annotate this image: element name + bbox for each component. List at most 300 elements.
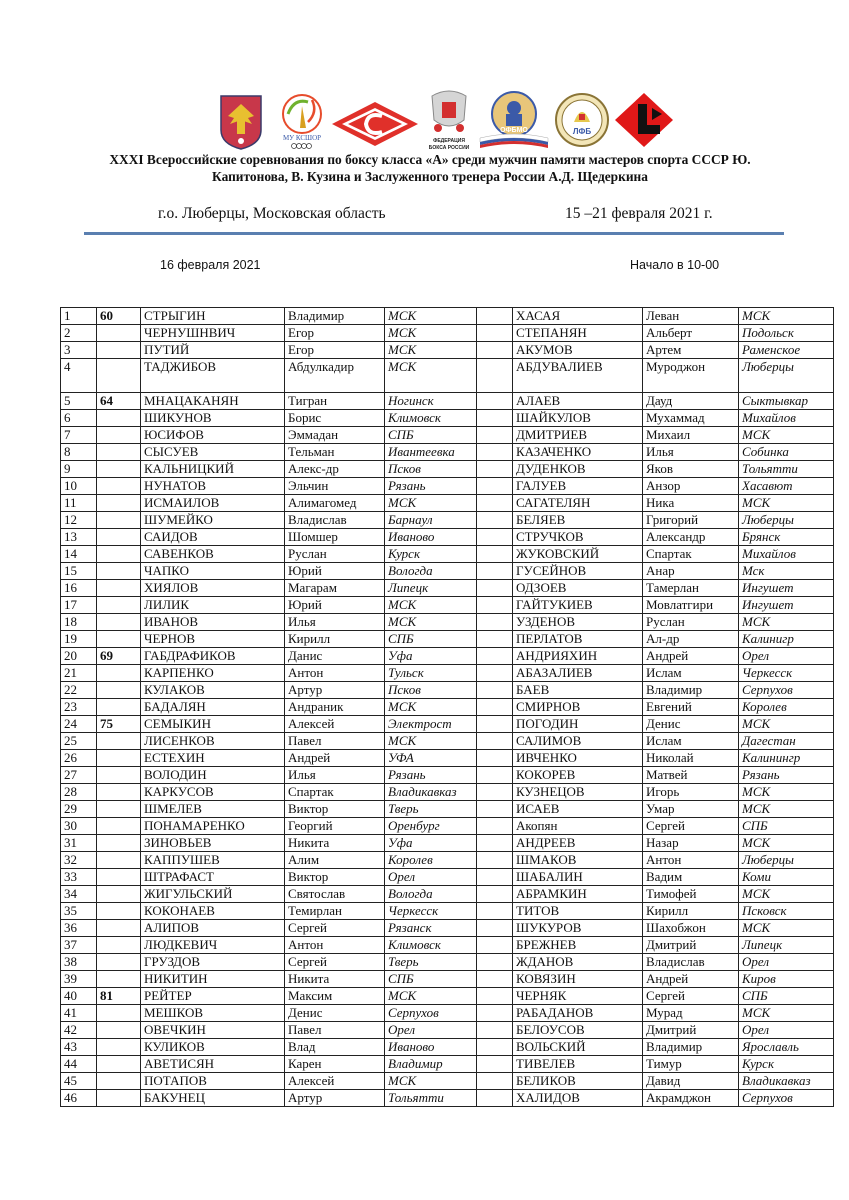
red-corner-last-name: НИКИТИН [141,971,285,988]
svg-text:ОФБМО: ОФБМО [500,127,528,134]
spacer-cell [477,835,513,852]
red-corner-last-name: КОКОНАЕВ [141,903,285,920]
spacer-cell [477,359,513,393]
blue-corner-city: Коми [739,869,834,886]
red-corner-first-name: Андраник [285,699,385,716]
lyubertsy-coat-of-arms-logo [218,94,264,150]
bout-row [61,818,834,835]
red-corner-city: Тверь [385,801,477,818]
bout-row [61,444,834,461]
weight-category [97,835,141,852]
weight-category [97,699,141,716]
red-corner-last-name: ГАБДРАФИКОВ [141,648,285,665]
mu-ksshor-logo [278,92,326,150]
blue-corner-last-name: ГАЙТУКИЕВ [513,597,643,614]
blue-corner-city: Раменское [739,342,834,359]
red-corner-last-name: ЗИНОВЬЕВ [141,835,285,852]
event-dates: 15 –21 февраля 2021 г. [565,205,713,222]
bout-row [61,920,834,937]
blue-corner-first-name: Тимур [643,1056,739,1073]
weight-category: 60 [97,308,141,325]
bout-row [61,886,834,903]
weight-category [97,325,141,342]
weight-category [97,444,141,461]
red-corner-city: Тверь [385,954,477,971]
red-corner-city: Липецк [385,580,477,597]
red-corner-city: УФА [385,750,477,767]
spacer-cell [477,767,513,784]
weight-category [97,512,141,529]
weight-category: 64 [97,393,141,410]
spacer-cell [477,801,513,818]
event-title [60,151,800,185]
red-corner-last-name: НУНАТОВ [141,478,285,495]
red-corner-first-name: Артур [285,1090,385,1107]
blue-corner-last-name: ОДЗОЕВ [513,580,643,597]
bout-number: 40 [61,988,97,1005]
blue-corner-first-name: Ислам [643,665,739,682]
blue-corner-first-name: Шахобжон [643,920,739,937]
red-corner-city: Ивантеевка [385,444,477,461]
bout-number: 33 [61,869,97,886]
blue-corner-first-name: Назар [643,835,739,852]
blue-corner-first-name: Муроджон [643,359,739,393]
weight-category [97,971,141,988]
red-corner-city: Тульск [385,665,477,682]
red-corner-city: МСК [385,614,477,631]
bout-number: 5 [61,393,97,410]
red-corner-last-name: ВОЛОДИН [141,767,285,784]
blue-corner-city: Калинигр [739,631,834,648]
red-corner-city: Вологда [385,886,477,903]
weight-category [97,954,141,971]
red-corner-first-name: Влад [285,1039,385,1056]
blue-corner-city: Ингушет [739,580,834,597]
blue-corner-city: Подольск [739,325,834,342]
red-corner-first-name: Виктор [285,869,385,886]
bout-row [61,1056,834,1073]
blue-corner-first-name: Сергей [643,988,739,1005]
red-corner-city: Иваново [385,529,477,546]
spacer-cell [477,495,513,512]
blue-corner-last-name: РАБАДАНОВ [513,1005,643,1022]
sponsor-logos [0,88,849,150]
red-corner-last-name: ЧЕРНУШНВИЧ [141,325,285,342]
blue-corner-city: Киров [739,971,834,988]
red-corner-city: Псков [385,461,477,478]
event-place: г.о. Люберцы, Московская область [158,205,386,222]
red-corner-city: МСК [385,325,477,342]
red-corner-last-name: БАДАЛЯН [141,699,285,716]
bout-number: 3 [61,342,97,359]
red-corner-city: МСК [385,342,477,359]
blue-corner-last-name: БЕЛИКОВ [513,1073,643,1090]
red-corner-city: СПБ [385,631,477,648]
competition-day: 16 февраля 2021 [160,258,261,272]
bout-number: 4 [61,359,97,393]
red-corner-first-name: Владимир [285,308,385,325]
weight-category [97,580,141,597]
red-diamond-logo [614,92,674,148]
spacer-cell [477,818,513,835]
weight-category [97,767,141,784]
weight-category [97,818,141,835]
red-corner-city: Климовск [385,937,477,954]
red-corner-first-name: Алимагомед [285,495,385,512]
blue-corner-first-name: Альберт [643,325,739,342]
blue-corner-city: Дагестан [739,733,834,750]
bout-row [61,410,834,427]
spacer-cell [477,546,513,563]
weight-category [97,852,141,869]
blue-corner-city: МСК [739,427,834,444]
red-corner-last-name: САИДОВ [141,529,285,546]
bout-row [61,835,834,852]
blue-corner-first-name: Руслан [643,614,739,631]
red-corner-last-name: ЧЕРНОВ [141,631,285,648]
red-corner-first-name: Сергей [285,920,385,937]
bout-row [61,801,834,818]
spacer-cell [477,733,513,750]
bout-row [61,614,834,631]
weight-category [97,1056,141,1073]
blue-corner-city: Мск [739,563,834,580]
start-time: Начало в 10-00 [630,258,720,272]
blue-corner-last-name: АБДУВАЛИЕВ [513,359,643,393]
spacer-cell [477,529,513,546]
red-corner-first-name: Никита [285,835,385,852]
red-corner-last-name: ЖИГУЛЬСКИЙ [141,886,285,903]
weight-category [97,733,141,750]
red-corner-first-name: Данис [285,648,385,665]
spacer-cell [477,342,513,359]
bout-number: 29 [61,801,97,818]
red-corner-last-name: ТАДЖИБОВ [141,359,285,393]
weight-category [97,903,141,920]
bout-row [61,971,834,988]
red-corner-city: Ногинск [385,393,477,410]
blue-corner-first-name: Тимофей [643,886,739,903]
spacer-cell [477,903,513,920]
blue-corner-last-name: АКУМОВ [513,342,643,359]
blue-corner-city: Рязань [739,767,834,784]
blue-corner-first-name: Михаил [643,427,739,444]
blue-corner-last-name: САЛИМОВ [513,733,643,750]
weight-category [97,495,141,512]
blue-corner-city: Орел [739,954,834,971]
red-corner-last-name: МНАЦАКАНЯН [141,393,285,410]
bout-row [61,903,834,920]
svg-text:МУ КСШОР: МУ КСШОР [282,134,322,142]
blue-corner-city: Черкесск [739,665,834,682]
spacer-cell [477,393,513,410]
bout-number: 7 [61,427,97,444]
spacer-cell [477,852,513,869]
bout-number: 17 [61,597,97,614]
bout-row [61,1073,834,1090]
weight-category [97,750,141,767]
red-corner-city: МСК [385,988,477,1005]
bouts-table [60,307,834,1107]
blue-corner-city: СПБ [739,988,834,1005]
blue-corner-last-name: ЖУКОВСКИЙ [513,546,643,563]
red-corner-last-name: ЕСТЕХИН [141,750,285,767]
blue-corner-first-name: Сергей [643,818,739,835]
spacer-cell [477,308,513,325]
bout-number: 9 [61,461,97,478]
weight-category [97,427,141,444]
blue-corner-last-name: КОВЯЗИН [513,971,643,988]
spacer-cell [477,597,513,614]
blue-corner-last-name: АБАЗАЛИЕВ [513,665,643,682]
blue-corner-last-name: ШМАКОВ [513,852,643,869]
bout-row [61,869,834,886]
red-corner-last-name: ЧАПКО [141,563,285,580]
blue-corner-city: МСК [739,716,834,733]
blue-corner-first-name: Анзор [643,478,739,495]
red-corner-city: Вологда [385,563,477,580]
bout-number: 2 [61,325,97,342]
blue-corner-first-name: Матвей [643,767,739,784]
bout-row [61,937,834,954]
weight-category [97,1039,141,1056]
blue-corner-city: Ингушет [739,597,834,614]
bout-number: 28 [61,784,97,801]
blue-corner-last-name: Акопян [513,818,643,835]
blue-corner-city: МСК [739,835,834,852]
bout-number: 6 [61,410,97,427]
blue-corner-last-name: СТЕПАНЯН [513,325,643,342]
red-corner-last-name: ПУТИЙ [141,342,285,359]
weight-category [97,1090,141,1107]
blue-corner-city: МСК [739,784,834,801]
red-corner-first-name: Борис [285,410,385,427]
bout-number: 27 [61,767,97,784]
red-corner-city: Орел [385,869,477,886]
blue-corner-city: Калинингр [739,750,834,767]
blue-corner-last-name: ШАБАЛИН [513,869,643,886]
spacer-cell [477,631,513,648]
red-corner-first-name: Тигран [285,393,385,410]
red-corner-city: Тольятти [385,1090,477,1107]
blue-corner-first-name: Дмитрий [643,937,739,954]
blue-corner-city: МСК [739,614,834,631]
bout-number: 43 [61,1039,97,1056]
event-title-line-2: Капитонова, В. Кузина и Заслуженного тренера России А.Д. Щедеркина [212,169,648,184]
red-corner-city: Уфа [385,835,477,852]
svg-text:БОКСА РОССИИ: БОКСА РОССИИ [428,145,470,151]
red-corner-first-name: Егор [285,325,385,342]
blue-corner-last-name: АБРАМКИН [513,886,643,903]
spacer-cell [477,937,513,954]
red-corner-last-name: КУЛАКОВ [141,682,285,699]
red-corner-first-name: Эммадан [285,427,385,444]
blue-corner-first-name: Ислам [643,733,739,750]
red-corner-first-name: Виктор [285,801,385,818]
blue-corner-first-name: Тамерлан [643,580,739,597]
weight-category [97,461,141,478]
bout-row [61,1090,834,1107]
blue-corner-first-name: Владимир [643,1039,739,1056]
bout-number: 34 [61,886,97,903]
bout-row [61,682,834,699]
blue-corner-first-name: Александр [643,529,739,546]
blue-corner-city: Владикавказ [739,1073,834,1090]
blue-corner-last-name: БЕЛОУСОВ [513,1022,643,1039]
spacer-cell [477,325,513,342]
bout-number: 44 [61,1056,97,1073]
red-corner-first-name: Сергей [285,954,385,971]
blue-corner-city: Орел [739,648,834,665]
blue-corner-first-name: Ал-др [643,631,739,648]
red-corner-first-name: Алим [285,852,385,869]
red-corner-first-name: Шомшер [285,529,385,546]
red-corner-first-name: Кирилл [285,631,385,648]
red-corner-city: Курск [385,546,477,563]
bout-row [61,1005,834,1022]
red-corner-last-name: СТРЫГИН [141,308,285,325]
lfb-logo [554,92,610,148]
bout-number: 14 [61,546,97,563]
blue-corner-last-name: ИСАЕВ [513,801,643,818]
red-corner-city: МСК [385,699,477,716]
red-corner-city: МСК [385,597,477,614]
weight-category [97,614,141,631]
blue-corner-last-name: УЗДЕНОВ [513,614,643,631]
bout-number: 13 [61,529,97,546]
bout-number: 24 [61,716,97,733]
red-corner-first-name: Павел [285,1022,385,1039]
bout-number: 35 [61,903,97,920]
blue-corner-first-name: Илья [643,444,739,461]
weight-category [97,886,141,903]
bout-row [61,767,834,784]
red-corner-last-name: КАППУШЕВ [141,852,285,869]
red-corner-city: Серпухов [385,1005,477,1022]
weight-category: 81 [97,988,141,1005]
weight-category [97,801,141,818]
bout-number: 41 [61,1005,97,1022]
blue-corner-first-name: Владимир [643,682,739,699]
svg-text:ЛФБ: ЛФБ [572,127,592,136]
red-corner-city: Рязань [385,478,477,495]
blue-corner-last-name: ГАЛУЕВ [513,478,643,495]
red-corner-first-name: Руслан [285,546,385,563]
blue-corner-city: МСК [739,801,834,818]
red-corner-first-name: Темирлан [285,903,385,920]
blue-corner-first-name: Николай [643,750,739,767]
blue-corner-last-name: ПОГОДИН [513,716,643,733]
bout-row [61,529,834,546]
red-corner-last-name: ШИКУНОВ [141,410,285,427]
red-corner-last-name: ШТРАФАСТ [141,869,285,886]
blue-corner-last-name: ЧЕРНЯК [513,988,643,1005]
red-corner-first-name: Юрий [285,597,385,614]
bout-row [61,580,834,597]
weight-category [97,682,141,699]
spacer-cell [477,648,513,665]
red-corner-last-name: АВЕТИСЯН [141,1056,285,1073]
red-corner-last-name: АЛИПОВ [141,920,285,937]
red-corner-first-name: Павел [285,733,385,750]
blue-corner-first-name: Умар [643,801,739,818]
bout-number: 18 [61,614,97,631]
weight-category [97,937,141,954]
red-corner-city: Рязань [385,767,477,784]
red-corner-last-name: СЕМЫКИН [141,716,285,733]
blue-corner-city: МСК [739,886,834,903]
blue-corner-last-name: ЖДАНОВ [513,954,643,971]
red-corner-city: Псков [385,682,477,699]
bout-number: 11 [61,495,97,512]
header-divider [84,232,784,235]
svg-text:ФЕДЕРАЦИЯ: ФЕДЕРАЦИЯ [433,138,465,144]
bout-number: 25 [61,733,97,750]
bout-row [61,716,834,733]
red-corner-last-name: ЛИЛИК [141,597,285,614]
blue-corner-city: СПБ [739,818,834,835]
spacer-cell [477,1056,513,1073]
red-corner-last-name: ШМЕЛЕВ [141,801,285,818]
spacer-cell [477,971,513,988]
spacer-cell [477,665,513,682]
weight-category [97,546,141,563]
red-corner-first-name: Юрий [285,563,385,580]
event-title-line-1: XXXI Всероссийские соревнования по боксу класса «А» среди мужчин памяти мастеров спорта СССР Ю. [109,152,751,167]
red-corner-last-name: ИВАНОВ [141,614,285,631]
red-corner-last-name: ХИЯЛОВ [141,580,285,597]
red-corner-city: Оренбург [385,818,477,835]
spacer-cell [477,1073,513,1090]
bout-row [61,325,834,342]
red-corner-first-name: Денис [285,1005,385,1022]
blue-corner-first-name: Антон [643,852,739,869]
red-corner-first-name: Абдулкадир [285,359,385,393]
weight-category [97,478,141,495]
bout-row [61,308,834,325]
blue-corner-first-name: Григорий [643,512,739,529]
blue-corner-first-name: Андрей [643,648,739,665]
red-corner-last-name: СЫСУЕВ [141,444,285,461]
red-corner-city: Владикавказ [385,784,477,801]
red-corner-last-name: КУЛИКОВ [141,1039,285,1056]
spacer-cell [477,444,513,461]
blue-corner-last-name: ШУКУРОВ [513,920,643,937]
blue-corner-first-name: Дмитрий [643,1022,739,1039]
blue-corner-city: Собинка [739,444,834,461]
bout-number: 19 [61,631,97,648]
red-corner-city: СПБ [385,427,477,444]
red-corner-city: Климовск [385,410,477,427]
bout-number: 23 [61,699,97,716]
red-corner-last-name: ЛЮДКЕВИЧ [141,937,285,954]
red-corner-last-name: ЮСИФОВ [141,427,285,444]
bout-number: 36 [61,920,97,937]
bout-row [61,427,834,444]
spacer-cell [477,427,513,444]
red-corner-city: СПБ [385,971,477,988]
red-corner-first-name: Антон [285,937,385,954]
blue-corner-first-name: Игорь [643,784,739,801]
bout-number: 16 [61,580,97,597]
blue-corner-last-name: ХАСАЯ [513,308,643,325]
bout-row [61,1039,834,1056]
blue-corner-city: Михайлов [739,410,834,427]
blue-corner-last-name: СТРУЧКОВ [513,529,643,546]
spacer-cell [477,920,513,937]
red-corner-first-name: Спартак [285,784,385,801]
spacer-cell [477,580,513,597]
